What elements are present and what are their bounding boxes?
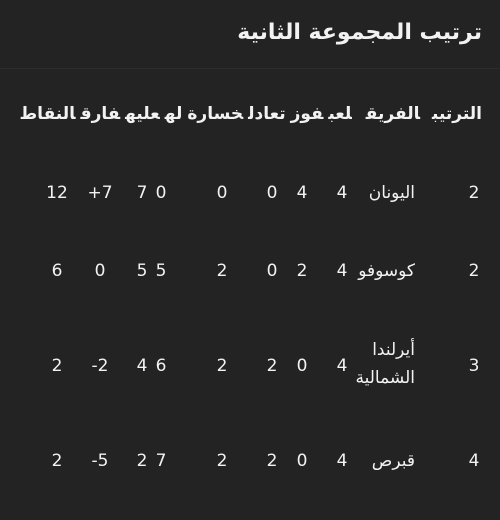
points-cell: 2: [51, 451, 63, 471]
won-cell: 2: [296, 261, 308, 281]
won-cell: 0: [296, 356, 308, 376]
goal-diff-cell: -5: [91, 451, 109, 471]
team-name-line1: أيرلندا: [372, 340, 415, 360]
won-cell: 4: [296, 183, 308, 203]
lost-cell: 2: [216, 261, 228, 281]
header-played: لعب: [328, 104, 352, 124]
points-cell: 6: [51, 261, 63, 281]
team-name: اليونان: [368, 183, 415, 203]
rank-cell: 3: [468, 356, 480, 376]
team-name: كوسوفو: [358, 261, 415, 281]
header-rank: الترتيب: [432, 104, 482, 124]
goals-against-cell: 5: [155, 261, 167, 281]
header-team: الفريق: [365, 104, 420, 124]
page-title: ترتيب المجموعة الثانية: [237, 20, 482, 45]
points-cell: 2: [51, 356, 63, 376]
drawn-cell: 2: [266, 356, 278, 376]
drawn-cell: 0: [266, 183, 278, 203]
goal-diff-cell: -2: [91, 356, 109, 376]
header-goals-for: له: [164, 104, 183, 124]
goals-against-cell: 7: [155, 451, 167, 471]
header-lost: خسارة: [187, 104, 244, 124]
header-won: فوز: [290, 104, 324, 124]
rank-cell: 2: [468, 183, 480, 203]
drawn-cell: 2: [266, 451, 278, 471]
goal-diff-cell: 0: [94, 261, 106, 281]
played-cell: 4: [336, 183, 348, 203]
lost-cell: 0: [216, 183, 228, 203]
goal-diff-cell: +7: [87, 183, 113, 203]
team-name: قبرص: [371, 451, 415, 471]
goals-for-cell: 5: [136, 261, 148, 281]
header-points: النقاط: [19, 104, 76, 124]
goals-for-cell: 2: [136, 451, 148, 471]
goals-for-cell: 4: [136, 356, 148, 376]
played-cell: 4: [336, 451, 348, 471]
drawn-cell: 0: [266, 261, 278, 281]
lost-cell: 2: [216, 451, 228, 471]
played-cell: 4: [336, 356, 348, 376]
goals-against-cell: 0: [155, 183, 167, 203]
header-drawn: تعادل: [248, 104, 286, 124]
title-divider: [0, 68, 500, 69]
goals-against-cell: 6: [155, 356, 167, 376]
points-cell: 12: [46, 183, 68, 203]
rank-cell: 4: [468, 451, 480, 471]
lost-cell: 2: [216, 356, 228, 376]
rank-cell: 2: [468, 261, 480, 281]
played-cell: 4: [336, 261, 348, 281]
team-name-line2: الشمالية: [355, 368, 415, 388]
won-cell: 0: [296, 451, 308, 471]
table-header: [12, 104, 482, 124]
goals-for-cell: 7: [136, 183, 148, 203]
header-goals-against: عليه: [125, 104, 160, 124]
header-goal-diff: فارق: [80, 104, 121, 124]
